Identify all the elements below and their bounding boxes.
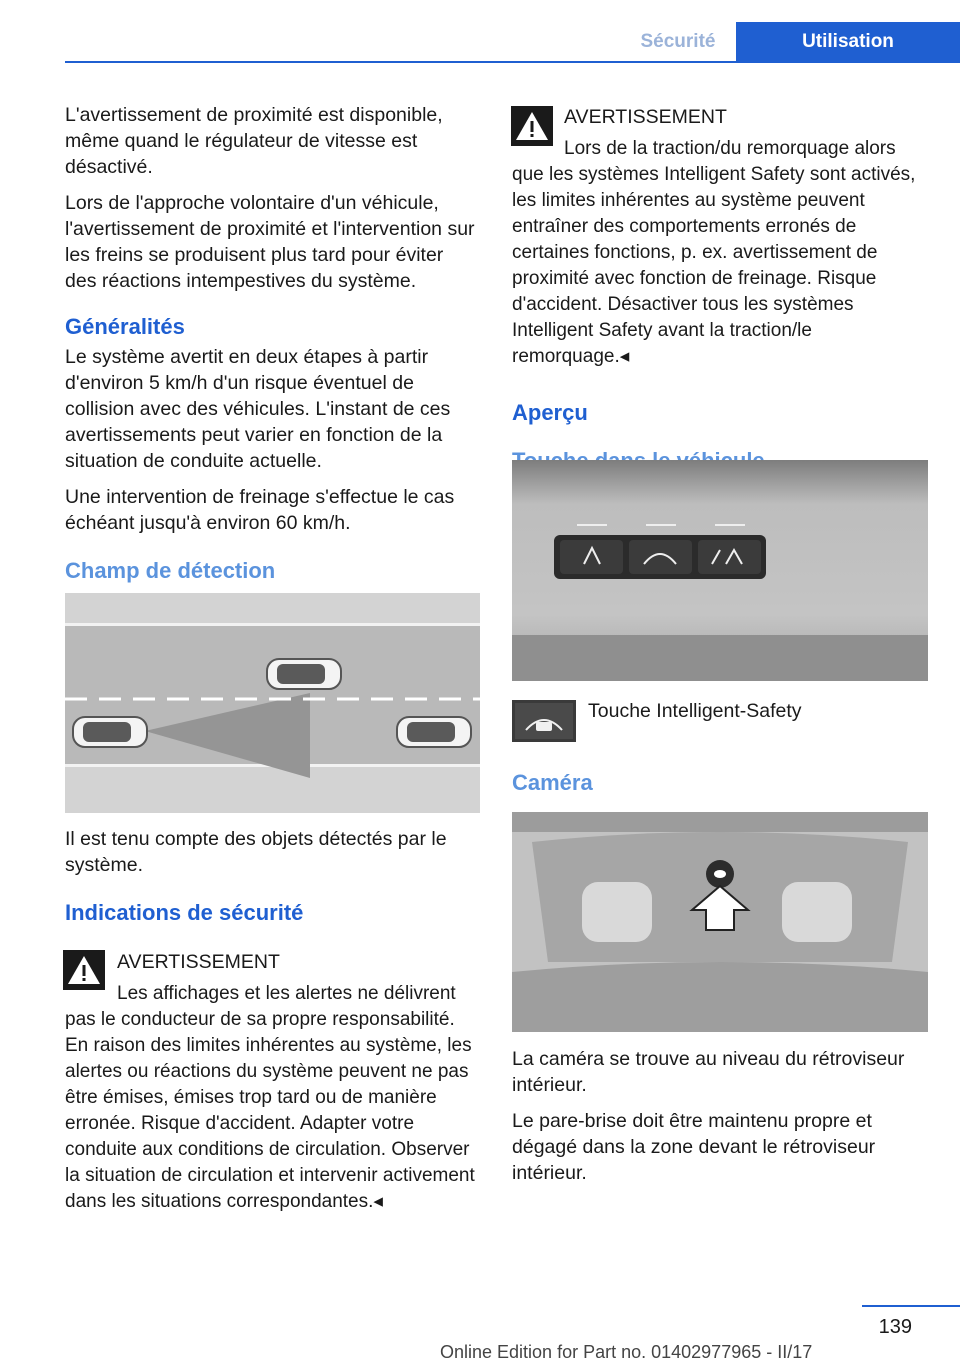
paragraph: La caméra se trouve au niveau du rétroviseur intérieur.	[512, 1048, 905, 1096]
paragraph: Le pare-brise doit être maintenu propre et dégagé dans la zone devant le rétroviseur intérieur.	[512, 1110, 876, 1184]
header-tab-section: Sécurité	[640, 31, 716, 52]
heading-safety-notes: Indications de sécurité	[65, 900, 304, 925]
paragraph: Une intervention de freinage s'effectue le cas échéant jusqu'à environ 60 km/h.	[65, 486, 455, 534]
heading-detection-field: Champ de détection	[65, 558, 276, 583]
header-tab-chapter: Utilisation	[736, 22, 960, 62]
heading-general: Généralités	[65, 314, 185, 339]
paragraph: L'avertissement de proximité est disponible, même quand le régulateur de vitesse est désactivé.	[65, 104, 443, 178]
left-column-lower	[65, 826, 480, 926]
right-warning-block	[512, 104, 928, 474]
detection-field-diagram	[65, 593, 480, 813]
warning-title: AVERTISSEMENT	[117, 951, 280, 973]
detection-field-figure	[65, 593, 480, 813]
paragraph: Lors de l'approche volontaire d'un véhicule, l'avertissement de proximité et l'intervention sur les freins se produisent plus tard pour éviter des réactions intempestives du système.	[65, 192, 475, 292]
warning-text: Les affichages et les alertes ne délivrent pas le conducteur de sa propre responsabilité. En raison des limites inhérentes au système, les alertes ou réactions du système peuvent ne pas être émises, émises trop tard ou de manière erronée. Risque d'accident. Adapter votre conduite aux conditions de circulation. Observer la situation de circulation et intervenir activement dans les situations correspondantes.◂	[65, 983, 475, 1212]
footer-rule	[862, 1305, 960, 1307]
intelligent-safety-button-icon	[512, 700, 576, 742]
camera-photo	[512, 812, 928, 1032]
page-number: 139	[878, 1316, 912, 1338]
warning-title: AVERTISSEMENT	[564, 106, 727, 128]
left-column	[65, 102, 480, 584]
button-photo	[512, 460, 928, 681]
left-warning-block	[65, 949, 480, 1215]
button-caption: Touche Intelligent-Safety	[588, 700, 802, 722]
paragraph: Le système avertit en deux étapes à partir d'environ 5 km/h d'un risque éventuel de collision avec des véhicules. L'instant de ces avertissements peut varier en fonction de la situation de conduite actuelle.	[65, 346, 451, 472]
warning-text: Lors de la traction/du remorquage alors que les systèmes Intelligent Safety sont activés, les limites inhérentes au système peuvent entraîner des comportements erronés de certaines fonctions, p. ex. avertissement de proximité avec fonction de freinage. Risque d'accident. Désactiver tous les systèmes Intelligent Safety avant la traction/le remorquage.◂	[512, 138, 916, 367]
heading-overview: Aperçu	[512, 400, 588, 425]
header-rule	[65, 61, 960, 63]
button-panel-illustration	[512, 460, 928, 681]
heading-camera: Caméra	[512, 770, 593, 795]
right-column-lower	[512, 1046, 928, 1186]
paragraph: Il est tenu compte des objets détectés par le système.	[65, 828, 447, 876]
edition-footer: Online Edition for Part no. 01402977965 - II/17	[440, 1342, 813, 1362]
camera-location-illustration	[512, 812, 928, 1032]
